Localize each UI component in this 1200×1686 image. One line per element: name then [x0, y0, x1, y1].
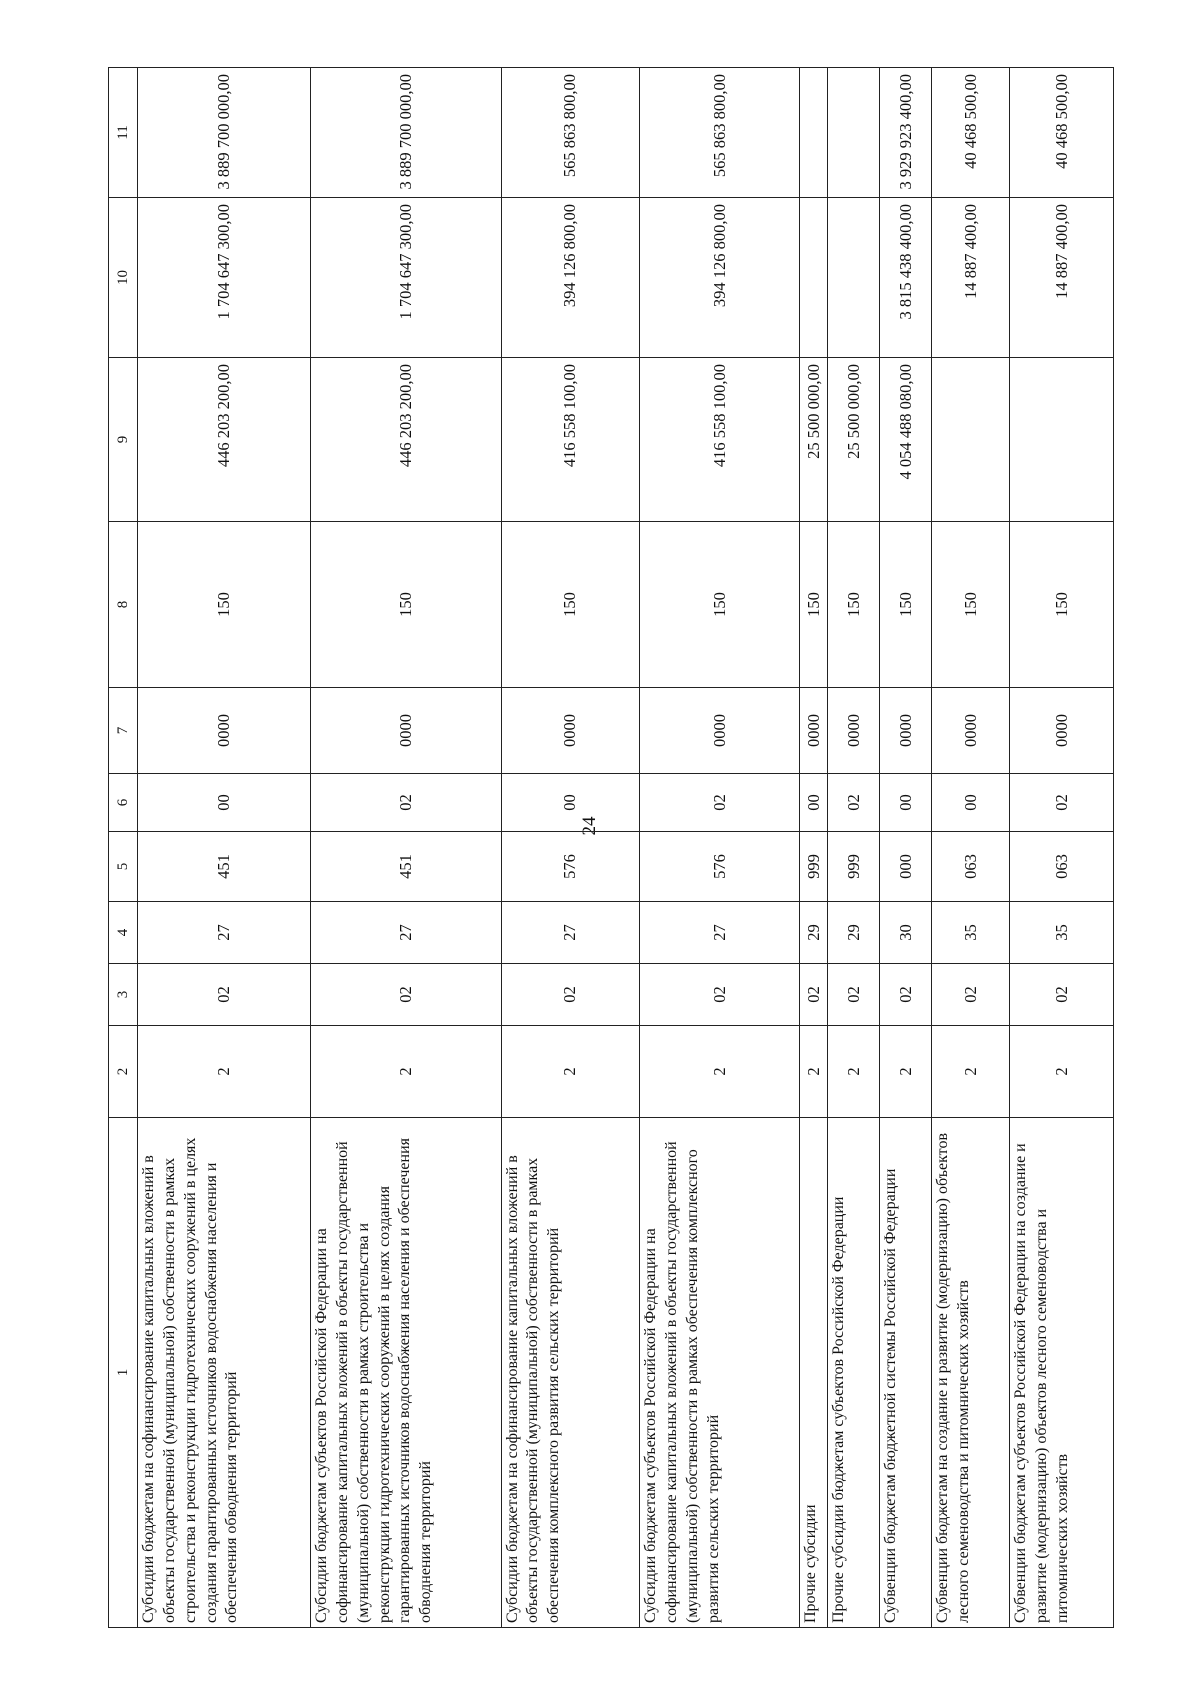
cell-c5: 000: [880, 832, 932, 902]
table-row: [800, 68, 828, 1628]
cell-c4: 27: [138, 902, 311, 964]
cell-c4: 27: [640, 902, 800, 964]
cell-c3: 02: [501, 964, 639, 1026]
cell-c3: 02: [1010, 964, 1114, 1026]
cell-c7: 0000: [501, 688, 639, 774]
cell-c3: 02: [828, 964, 880, 1026]
cell-c9: 446 203 200,00: [138, 358, 311, 522]
cell-c2: 2: [138, 1026, 311, 1118]
header-cell: 11: [109, 68, 138, 198]
cell-c4: 27: [501, 902, 639, 964]
row-name: Субвенции бюджетам субъектов Российской Федерации на создание и развитие (модернизацию) объектов лесного семеноводства и питомнических хозяйств: [1010, 1118, 1114, 1628]
cell-c7: 0000: [138, 688, 311, 774]
cell-c5: 063: [1010, 832, 1114, 902]
budget-table: [108, 67, 1114, 1628]
cell-c9: [1010, 358, 1114, 522]
cell-c3: 02: [880, 964, 932, 1026]
cell-c9: 4 054 488 080,00: [880, 358, 932, 522]
cell-c11: 565 863 800,00: [640, 68, 800, 198]
cell-c7: 0000: [640, 688, 800, 774]
cell-c5: 451: [138, 832, 311, 902]
cell-c6: 00: [138, 774, 311, 832]
header-cell: 3: [109, 964, 138, 1026]
cell-c5: 999: [828, 832, 880, 902]
cell-c2: 2: [640, 1026, 800, 1118]
row-name: Субвенции бюджетам бюджетной системы Российской Федерации: [880, 1118, 932, 1628]
cell-c9: 416 558 100,00: [640, 358, 800, 522]
table-row: [311, 68, 501, 1628]
cell-c5: 576: [501, 832, 639, 902]
cell-c2: 2: [880, 1026, 932, 1118]
cell-c3: 02: [932, 964, 1010, 1026]
cell-c4: 30: [880, 902, 932, 964]
cell-c8: 150: [880, 522, 932, 688]
cell-c7: 0000: [828, 688, 880, 774]
cell-c5: 451: [311, 832, 501, 902]
cell-c8: 150: [138, 522, 311, 688]
cell-c8: 150: [1010, 522, 1114, 688]
cell-c8: 150: [828, 522, 880, 688]
header-cell: 8: [109, 522, 138, 688]
table-row: [501, 68, 639, 1628]
rotated-table-container: [108, 68, 1114, 1628]
page-number: 24: [579, 816, 600, 836]
cell-c5: 999: [800, 832, 828, 902]
row-name: Субсидии бюджетам субъектов Российской Федерации на софинансирование капитальных вложений в объекты государственной (муниципальной) собственности в рамках строительства и реконструкции гидротехнических сооружений в целях создания гарантированных источников водоснабжения населения и обеспечения обводнения территорий: [311, 1118, 501, 1628]
cell-c3: 02: [800, 964, 828, 1026]
cell-c6: 00: [880, 774, 932, 832]
cell-c2: 2: [932, 1026, 1010, 1118]
cell-c7: 0000: [932, 688, 1010, 774]
cell-c8: 150: [501, 522, 639, 688]
cell-c11: 3 929 923 400,00: [880, 68, 932, 198]
row-name: Субсидии бюджетам на софинансирование капитальных вложений в объекты государственной (муниципальной) собственности в рамках строительства и реконструкции гидротехнических сооружений в целях создания гарантированных источников водоснабжения населения и обеспечения обводнения территорий: [138, 1118, 311, 1628]
row-name: Прочие субсидии бюджетам субъектов Российской Федерации: [828, 1118, 880, 1628]
cell-c6: 02: [1010, 774, 1114, 832]
cell-c10: 14 887 400,00: [1010, 198, 1114, 358]
header-cell: 7: [109, 688, 138, 774]
header-cell: 9: [109, 358, 138, 522]
cell-c3: 02: [640, 964, 800, 1026]
row-name: Субсидии бюджетам на софинансирование капитальных вложений в объекты государственной (муниципальной) собственности в рамках обеспечения комплексного развития сельских территорий: [501, 1118, 639, 1628]
table-row: [138, 68, 311, 1628]
cell-c7: 0000: [880, 688, 932, 774]
cell-c9: 446 203 200,00: [311, 358, 501, 522]
header-cell: 5: [109, 832, 138, 902]
cell-c10: [800, 198, 828, 358]
cell-c11: 3 889 700 000,00: [311, 68, 501, 198]
row-name: Прочие субсидии: [800, 1118, 828, 1628]
cell-c2: 2: [501, 1026, 639, 1118]
cell-c10: 394 126 800,00: [501, 198, 639, 358]
cell-c6: 00: [800, 774, 828, 832]
cell-c2: 2: [1010, 1026, 1114, 1118]
cell-c9: 25 500 000,00: [828, 358, 880, 522]
cell-c9: [932, 358, 1010, 522]
cell-c10: [828, 198, 880, 358]
header-cell: 10: [109, 198, 138, 358]
header-cell: 6: [109, 774, 138, 832]
cell-c9: 25 500 000,00: [800, 358, 828, 522]
cell-c11: [800, 68, 828, 198]
cell-c2: 2: [311, 1026, 501, 1118]
table-row: [880, 68, 932, 1628]
cell-c8: 150: [932, 522, 1010, 688]
cell-c8: 150: [311, 522, 501, 688]
cell-c4: 29: [828, 902, 880, 964]
cell-c7: 0000: [800, 688, 828, 774]
cell-c3: 02: [138, 964, 311, 1026]
cell-c11: 3 889 700 000,00: [138, 68, 311, 198]
cell-c11: 40 468 500,00: [1010, 68, 1114, 198]
cell-c10: 1 704 647 300,00: [138, 198, 311, 358]
table-row: [828, 68, 880, 1628]
cell-c6: 00: [932, 774, 1010, 832]
cell-c3: 02: [311, 964, 501, 1026]
cell-c10: 1 704 647 300,00: [311, 198, 501, 358]
cell-c10: 3 815 438 400,00: [880, 198, 932, 358]
cell-c6: 02: [311, 774, 501, 832]
cell-c6: 00: [501, 774, 639, 832]
cell-c7: 0000: [311, 688, 501, 774]
table-row: [640, 68, 800, 1628]
cell-c10: 14 887 400,00: [932, 198, 1010, 358]
cell-c7: 0000: [1010, 688, 1114, 774]
cell-c8: 150: [800, 522, 828, 688]
table-row: [1010, 68, 1114, 1628]
header-row: [109, 68, 138, 1628]
cell-c6: 02: [828, 774, 880, 832]
cell-c11: [828, 68, 880, 198]
cell-c2: 2: [828, 1026, 880, 1118]
header-cell: 2: [109, 1026, 138, 1118]
cell-c4: 27: [311, 902, 501, 964]
cell-c10: 394 126 800,00: [640, 198, 800, 358]
row-name: Субсидии бюджетам субъектов Российской Федерации на софинансирование капитальных вложений в объекты государственной (муниципальной) собственности в рамках обеспечения комплексного развития сельских территорий: [640, 1118, 800, 1628]
cell-c5: 576: [640, 832, 800, 902]
cell-c4: 29: [800, 902, 828, 964]
header-cell: 4: [109, 902, 138, 964]
cell-c9: 416 558 100,00: [501, 358, 639, 522]
cell-c11: 565 863 800,00: [501, 68, 639, 198]
header-cell: 1: [109, 1118, 138, 1628]
cell-c11: 40 468 500,00: [932, 68, 1010, 198]
cell-c5: 063: [932, 832, 1010, 902]
cell-c4: 35: [1010, 902, 1114, 964]
cell-c8: 150: [640, 522, 800, 688]
row-name: Субвенции бюджетам на создание и развитие (модернизацию) объектов лесного семеноводства и питомнических хозяйств: [932, 1118, 1010, 1628]
table-row: [932, 68, 1010, 1628]
cell-c4: 35: [932, 902, 1010, 964]
cell-c2: 2: [800, 1026, 828, 1118]
cell-c6: 02: [640, 774, 800, 832]
